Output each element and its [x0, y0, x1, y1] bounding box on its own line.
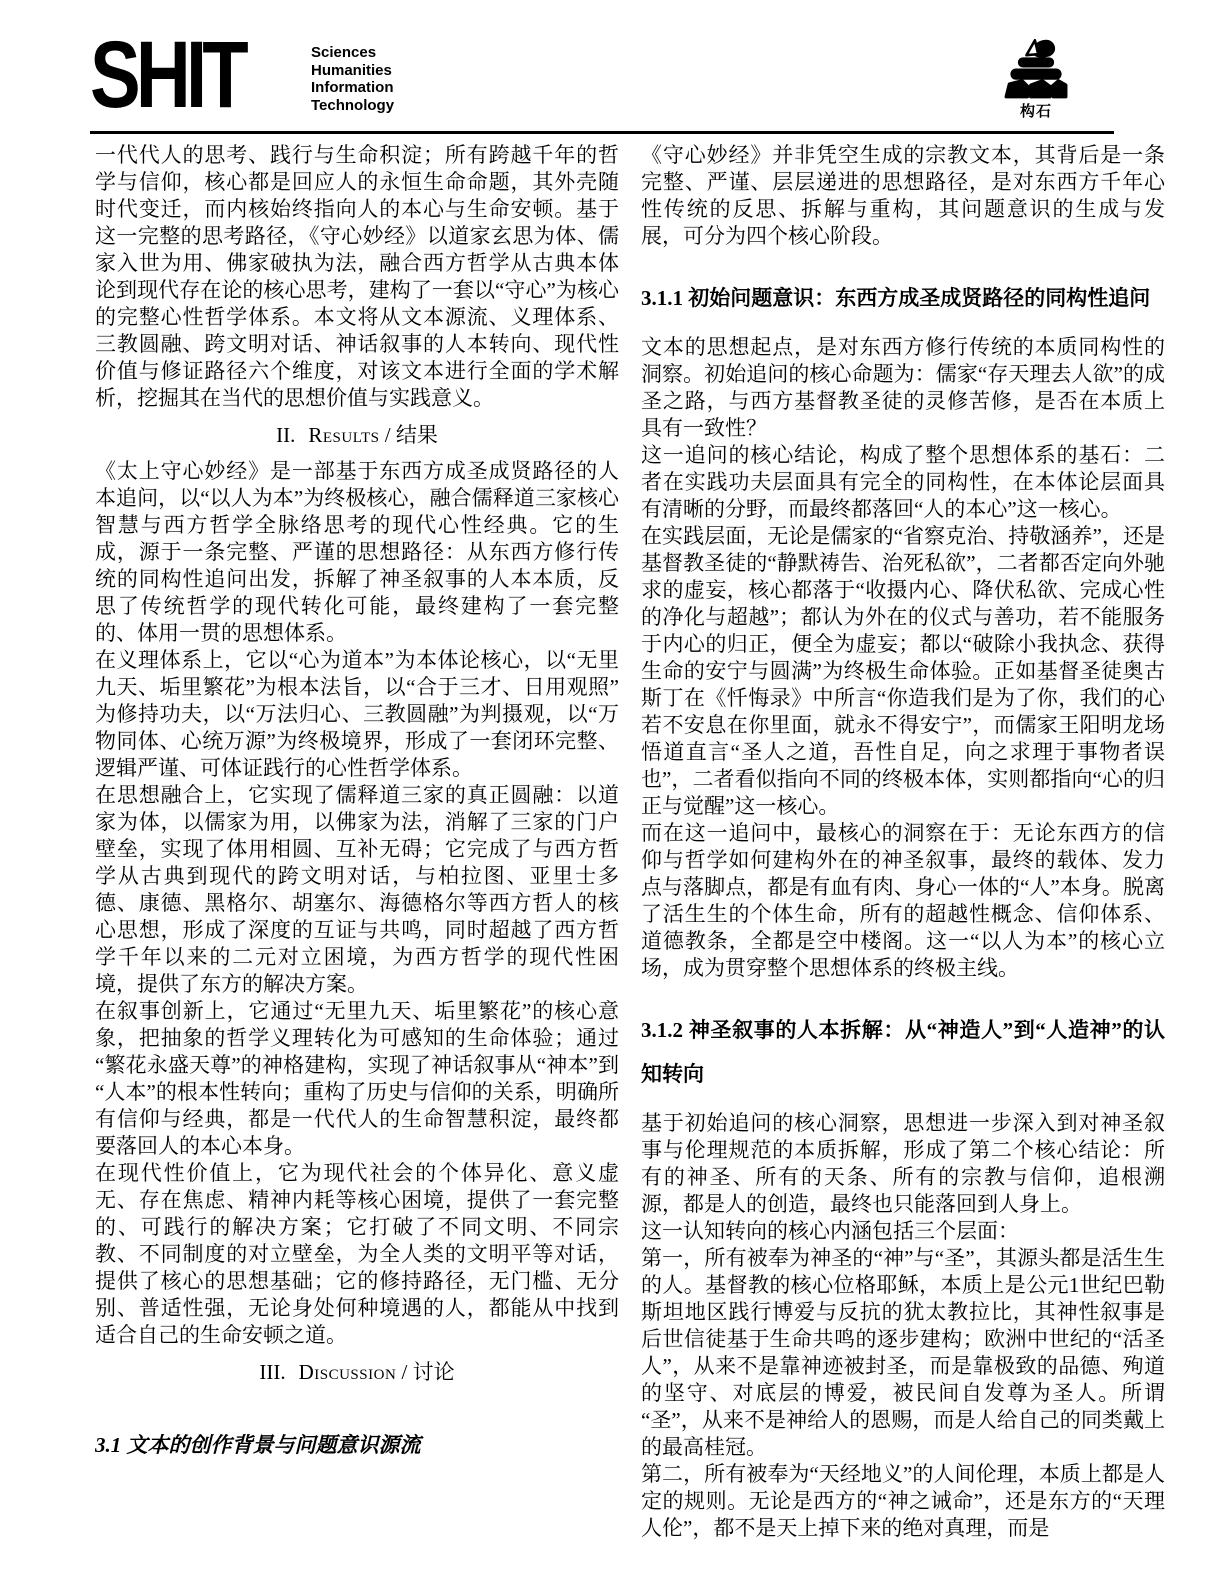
paragraph: 一代代人的思考、践行与生命积淀；所有跨越千年的哲学与信仰，核心都是回应人的永恒生命命题，其外壳随时代变迁，而内核始终指向人的本心与生命安顿。基于这一完整的思考路径，《守心妙经》以道家玄思为体、儒家入世为用、佛家破执为法，融合西方哲学从古典本体论到现代存在论的核心思考，建构了一套以“守心”为核心的完整心性哲学体系。本文将从文本源流、义理体系、三教圆融、跨文明对话、神话叙事的人本转向、现代性价值与修证路径六个维度，对该文本进行全面的学术解析，挖掘其在当代的思想价值与实践意义。 [95, 143, 619, 410]
tagline-line: Sciences [311, 44, 377, 61]
section-title-en: Results [308, 423, 380, 447]
subsection-heading: 3.1.1 初始问题意识：东西方成圣成贤路径的同构性追问 [641, 286, 1151, 310]
publisher-name: 构石 [1019, 103, 1052, 120]
tagline-line: Humanities [311, 61, 392, 79]
left-column [95, 142, 619, 1542]
paragraph: 在义理体系上，它以“心为道本”为本体论核心，以“无里九天、垢里繁花”为根本法旨，以“合于三才、日用观照”为修持功夫，以“万法归心、三教圆融”为判摄观，以“万物同体、心统万源”为终极境界，形成了一套闭环完整、逻辑严谨、可体证践行的心性哲学体系。 [95, 648, 619, 780]
paragraph: 这一追问的核心结论，构成了整个思想体系的基石：二者在实践功夫层面具有完全的同构性，在本体论层面具有清晰的分野，而最终都落回“人的本心”这一核心。 [641, 443, 1165, 521]
subsection-heading: 3.1 文本的创作背景与问题意识源流 [95, 1433, 421, 1457]
section-title-en: Discussion [298, 1360, 397, 1384]
paragraph: 而在这一追问中，最核心的洞察在于：无论东西方的信仰与哲学如何建构外在的神圣叙事，最终的载体、发力点与落脚点，都是有血有肉、身心一体的“人”本身。脱离了活生生的个体生命，所有的超越性概念、信仰体系、道德教条，全都是空中楼阁。这一“以人为本”的核心立场，成为贯穿整个思想体系的终极主线。 [641, 821, 1165, 980]
tagline-line: Technology [311, 96, 395, 114]
paragraph: 在实践层面，无论是儒家的“省察克治、持敬涵养”，还是基督教圣徒的“静默祷告、治死私欲”，二者都否定向外驰求的虚妄，核心都落于“收摄内心、降伏私欲、完成心性的净化与超越”；都认为外在的仪式与善功，若不能服务于内心的归正，便全为虚妄；都以“破除小我执念、获得生命的安宁与圆满”为终极生命体验。正如基督圣徒奥古斯丁在《忏悔录》中所言“你造我们是为了你，我们的心若不安息在你里面，就永不得安宁”，而儒家王阳明龙场悟道直言“圣人之道，吾性自足，向之求理于事物者误也”，二者看似指向不同的终极本体，实则都指向“心的归正与觉醒”这一核心。 [641, 524, 1165, 818]
paragraph: 《守心妙经》并非凭空生成的宗教文本，其背后是一条完整、严谨、层层递进的思想路径，是对东西方千年心性传统的反思、拆解与重构，其问题意识的生成与发展，可分为四个核心阶段。 [641, 143, 1165, 248]
section-heading [95, 1359, 619, 1386]
paragraph: 《太上守心妙经》是一部基于东西方成圣成贤路径的人本追问，以“以人为本”为终极核心，融合儒释道三家核心智慧与西方哲学全脉络思考的现代心性经典。它的生成，源于一条完整、严谨的思想路径：从东西方修行传统的同构性追问出发，拆解了神圣叙事的人本本质，反思了传统哲学的现代转化可能，最终建构了一套完整的、体用一贯的思想体系。 [95, 459, 619, 645]
paragraph: 在思想融合上，它实现了儒释道三家的真正圆融：以道家为体，以儒家为用，以佛家为法，消解了三家的门户壁垒，实现了体用相圆、互补无碍；它完成了与西方哲学从古典到现代的跨文明对话，与柏拉图、亚里士多德、康德、黑格尔、胡塞尔、海德格尔等西方哲人的核心思想，形成了深度的互证与共鸣，同时超越了西方哲学千年以来的二元对立困境，为西方哲学的现代性困境，提供了东方的解决方案。 [95, 783, 619, 996]
header-rule [90, 131, 1114, 134]
journal-logo-text: SHIT [90, 22, 244, 128]
stone-cairn-icon [1001, 36, 1071, 100]
paragraph: 这一认知转向的核心内涵包括三个层面： [641, 1219, 1019, 1243]
section-heading [95, 422, 619, 449]
publisher-logo [988, 36, 1084, 121]
journal-tagline [311, 44, 394, 114]
subsection-heading: 3.1.2 神圣叙事的人本拆解：从“神造人”到“人造神”的认知转向 [641, 1018, 1165, 1086]
paragraph: 第一，所有被奉为神圣的“神”与“圣”，其源头都是活生生的人。基督教的核心位格耶稣，本质上是公元1世纪巴勒斯坦地区践行博爱与反抗的犹太教拉比，其神性叙事是后世信徒基于生命共鸣的逐步建构；欧洲中世纪的“活圣人”，从来不是靠神迹被封圣，而是靠极致的品德、殉道的坚守、对底层的博爱，被民间自发尊为圣人。所谓“圣”，从来不是神给人的恩赐，而是人给自己的同类戴上的最高桂冠。 [641, 1246, 1165, 1459]
section-number: III. [259, 1360, 286, 1384]
paragraph: 文本的思想起点，是对东西方修行传统的本质同构性的洞察。初始追问的核心命题为：儒家“存天理去人欲”的成圣之路，与西方基督教圣徒的灵修苦修，是否在本质上具有一致性？ [641, 335, 1165, 440]
paragraph: 在叙事创新上，它通过“无里九天、垢里繁花”的核心意象，把抽象的哲学义理转化为可感知的生命体验；通过“繁花永盛天尊”的神格建构，实现了神话叙事从“神本”到“人本”的根本性转向；重构了历史与信仰的关系，明确所有信仰与经典，都是一代代人的生命智慧积淀，最终都要落回人的本心本身。 [95, 999, 619, 1158]
tagline-line: Information [311, 79, 394, 96]
two-column-body [95, 142, 1165, 1542]
section-title-zh: / 讨论 [396, 1360, 455, 1384]
paragraph: 基于初始追问的核心洞察，思想进一步深入到对神圣叙事与伦理规范的本质拆解，形成了第二个核心结论：所有的神圣、所有的天条、所有的宗教与信仰，追根溯源，都是人的创造，最终也只能落回到人身上。 [641, 1111, 1165, 1216]
section-title-zh: / 结果 [379, 423, 438, 447]
section-number: II. [276, 423, 296, 447]
paragraph: 在现代性价值上，它为现代社会的个体异化、意义虚无、存在焦虑、精神内耗等核心困境，提供了一套完整的、可践行的解决方案；它打破了不同文明、不同宗教、不同制度的对立壁垒，为全人类的文明平等对话，提供了核心的思想基础；它的修持路径，无门槛、无分别、普适性强，无论身处何种境遇的人，都能从中找到适合自己的生命安顿之道。 [95, 1161, 619, 1347]
right-column [641, 142, 1165, 1542]
paragraph: 第二，所有被奉为“天经地义”的人间伦理，本质上都是人定的规则。无论是西方的“神之诫命”，还是东方的“天理人伦”，都不是天上掉下来的绝对真理，而是 [641, 1462, 1165, 1540]
